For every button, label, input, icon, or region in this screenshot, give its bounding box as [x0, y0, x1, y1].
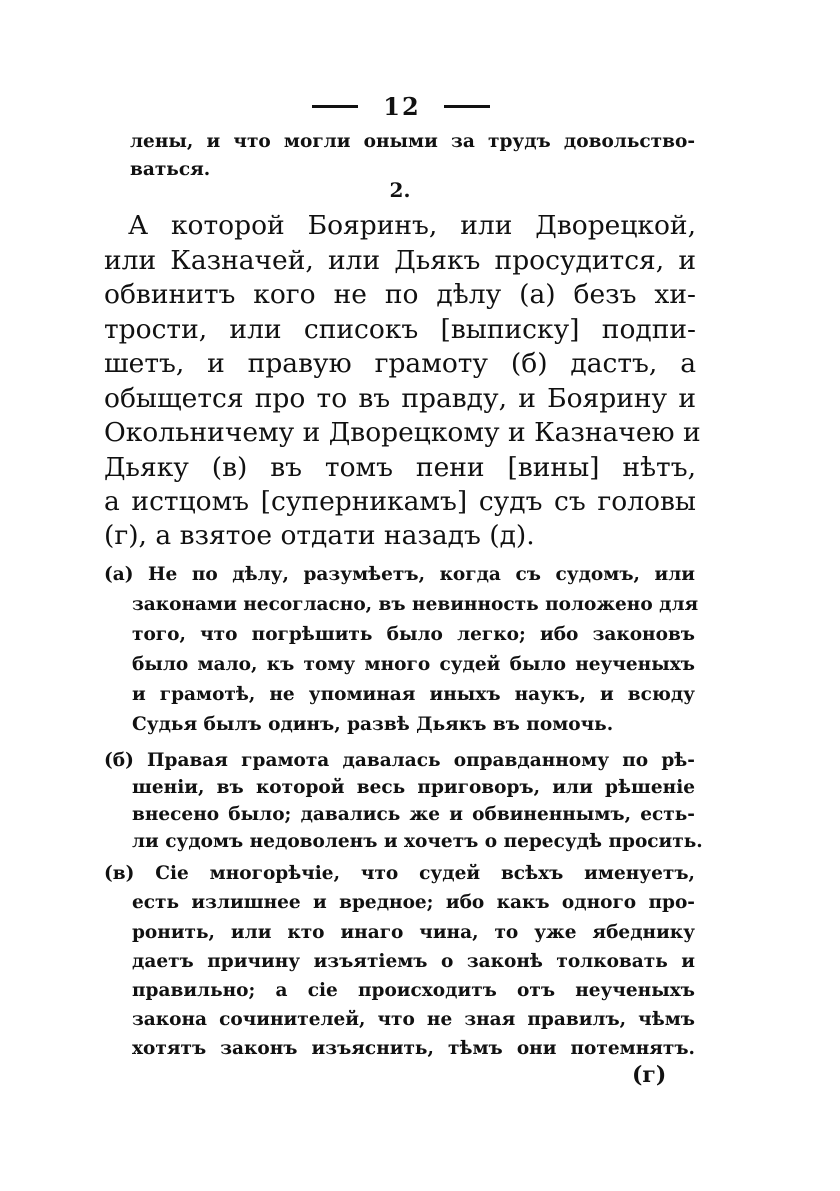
page-number: 12	[383, 92, 421, 121]
catchword: (г)	[632, 1062, 667, 1088]
footnote-line: внесено было; давались же и обвиненнымъ, есть-	[132, 804, 695, 825]
footnote-line: законами несогласно, въ невинность положено для	[132, 594, 699, 615]
article-line: а истцомъ [суперникамъ] судъ съ головы	[104, 486, 696, 517]
article-line: обыщется про то въ правду, и Боярину и	[104, 383, 696, 414]
article-line: обвинитъ кого не по дѣлу (а) безъ хи-	[104, 279, 696, 310]
article-line: Окольничему и Дворецкому и Казначею и	[104, 417, 701, 448]
header-rule-right	[444, 105, 490, 108]
footnote-line: есть излишнее и вредное; ибо какъ одного про-	[132, 892, 695, 913]
footnote-line: и грамотѣ, не упоминая иныхъ наукъ, и всюду	[132, 684, 695, 705]
footnote-line: Судья былъ одинъ, развѣ Дьякъ въ помочь.	[132, 714, 614, 735]
footnote-line: того, что погрѣшить было легко; ибо законовъ	[132, 624, 695, 645]
article-line: шетъ, и правую грамоту (б) дастъ, а	[104, 348, 696, 379]
article-line: (г), а взятое отдати назадъ (д).	[104, 520, 535, 551]
footnote-line: было мало, къ тому много судей было неученыхъ	[132, 654, 695, 675]
footnote-line: шеніи, въ которой весь приговоръ, или рѣшеніе	[132, 777, 695, 798]
footnote-line: ронить, или кто инаго чина, то уже ябеднику	[132, 922, 695, 943]
footnote-line: (в) Сіе многорѣчіе, что судей всѣхъ именуетъ,	[104, 863, 695, 884]
continuation-line: ваться.	[130, 159, 211, 180]
footnote-line: (б) Правая грамота давалась оправданному по рѣ-	[104, 750, 695, 771]
article-line: трости, или списокъ [выписку] подпи-	[104, 314, 696, 345]
article-line: А которой Бояринъ, или Дворецкой,	[128, 210, 696, 241]
footnote-line: (а) Не по дѣлу, разумѣетъ, когда съ судомъ, или	[104, 564, 695, 585]
section-number: 2.	[389, 178, 411, 202]
footnote-line: хотятъ законъ изъяснить, тѣмъ они потемнятъ.	[132, 1038, 695, 1059]
article-line: Дьяку (в) въ томъ пени [вины] нѣтъ,	[104, 452, 696, 483]
page-header	[0, 92, 840, 122]
footnote-line: даетъ причину изъятіемъ о законѣ толковать и	[132, 951, 695, 972]
header-rule-left	[312, 105, 358, 108]
continuation-line: лены, и что могли оными за трудъ довольство-	[130, 131, 695, 152]
footnote-line: правильно; а сіе происходитъ отъ неученыхъ	[132, 980, 695, 1001]
footnote-line: ли судомъ недоволенъ и хочетъ о пересудѣ просить.	[132, 831, 703, 852]
footnote-line: закона сочинителей, что не зная правилъ, чѣмъ	[132, 1009, 695, 1030]
article-line: или Казначей, или Дьякъ просудится, и	[104, 245, 696, 276]
